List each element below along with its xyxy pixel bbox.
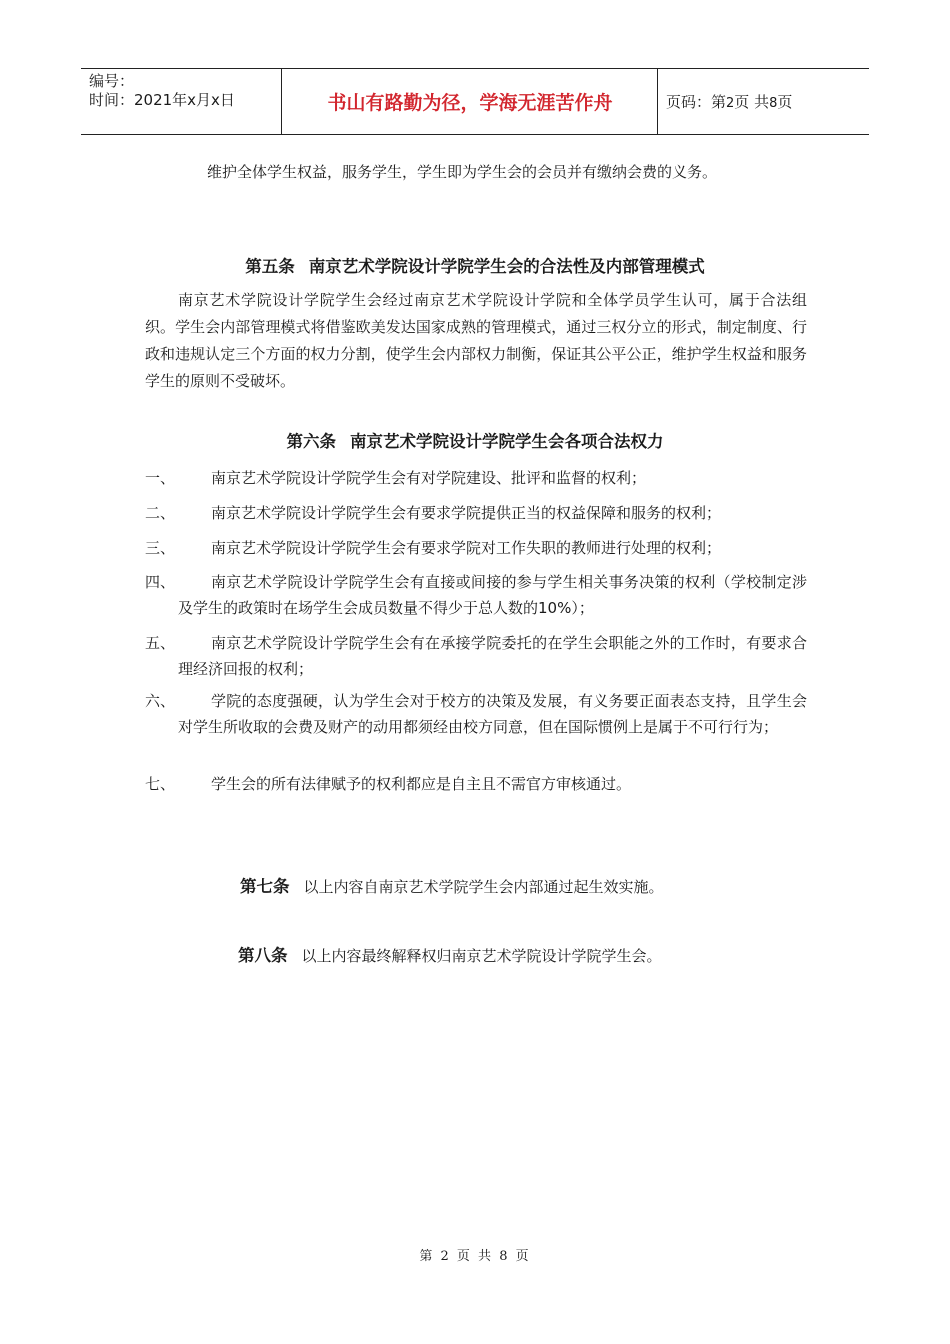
page-label: 页码：第	[666, 93, 727, 111]
article6-heading	[0, 430, 950, 454]
article5-body: 南京艺术学院设计学院学生会经过南京艺术学院设计学院和全体学员学生认可，属于合法组织。学生会内部管理模式将借鉴欧美发达国家成熟的管理模式，通过三权分立的形式，制定制度、行政和违规认定三个方面的权力分割，使学生会内部权力制衡，保证其公平公正，维护学生权益和服务学生的原则不受破坏。	[145, 291, 807, 390]
article8	[238, 944, 662, 968]
list-item-text: 南京艺术学院设计学院学生会有在承接学院委托的在学生会职能之外的工作时，有要求合理经济回报的权利；	[178, 634, 807, 678]
article7-label: 第七条	[240, 877, 290, 896]
list-item	[145, 500, 807, 526]
list-item-text: 学院的态度强硬，认为学生会对于校方的决策及发展，有义务要正面表态支持，且学生会对学生所收取的会费及财产的动用都须经由校方同意，但在国际惯例上是属于不可行行为；	[178, 692, 807, 736]
list-item	[145, 630, 807, 682]
list-item-number: 七、	[145, 775, 176, 793]
intro-line: 维护全体学生权益，服务学生，学生即为学生会的会员并有缴纳会费的义务。	[207, 163, 718, 181]
page-current: 2	[726, 96, 735, 111]
list-item-number: 五、	[145, 634, 176, 652]
page-header	[81, 68, 869, 135]
article8-label: 第八条	[238, 946, 288, 965]
list-item-number: 四、	[145, 573, 176, 591]
header-meta	[89, 72, 235, 110]
list-item-text: 南京艺术学院设计学院学生会有要求学院对工作失职的教师进行处理的权利；	[211, 539, 722, 557]
list-item-text: 南京艺术学院设计学院学生会有要求学院提供正当的权益保障和服务的权利；	[211, 504, 722, 522]
list-item	[145, 569, 807, 621]
list-item-number: 三、	[145, 539, 176, 557]
list-item-text: 学生会的所有法律赋予的权利都应是自主且不需官方审核通过。	[211, 775, 632, 793]
list-item	[145, 688, 807, 740]
list-item	[145, 535, 807, 561]
article7	[240, 875, 664, 899]
header-motto: 书山有路勤为径，学海无涯苦作舟	[327, 92, 613, 114]
list-item	[145, 465, 807, 491]
document-time-label: 时间：2021年x月x日	[89, 91, 235, 109]
article5-title: 南京艺术学院设计学院学生会的合法性及内部管理模式	[308, 257, 705, 276]
article8-text: 以上内容最终解释权归南京艺术学院设计学院学生会。	[301, 947, 662, 965]
list-item-number: 二、	[145, 504, 176, 522]
list-item-number: 六、	[145, 692, 176, 710]
page-footer: 第 2 页 共 8 页	[419, 1249, 531, 1264]
list-item-text: 南京艺术学院设计学院学生会有直接或间接的参与学生相关事务决策的权利（学校制定涉及学生的政策时在场学生会成员数量不得少于总人数的10%）；	[178, 573, 807, 617]
article5-heading	[0, 255, 950, 279]
list-item-text: 南京艺术学院设计学院学生会有对学院建设、批评和监督的权利；	[211, 469, 647, 487]
article7-text: 以上内容自南京艺术学院学生会内部通过起生效实施。	[303, 878, 664, 896]
document-number-label: 编号：	[89, 72, 135, 90]
page-mid: 页 共	[734, 93, 770, 111]
page-end: 页	[777, 93, 793, 111]
list-item	[145, 771, 807, 797]
list-item-number: 一、	[145, 469, 176, 487]
header-page-indicator	[666, 93, 792, 113]
article6-label: 第六条	[286, 432, 336, 451]
article5-label: 第五条	[245, 257, 295, 276]
page-total: 8	[769, 96, 778, 111]
article6-title: 南京艺术学院设计学院学生会各项合法权力	[350, 432, 664, 451]
